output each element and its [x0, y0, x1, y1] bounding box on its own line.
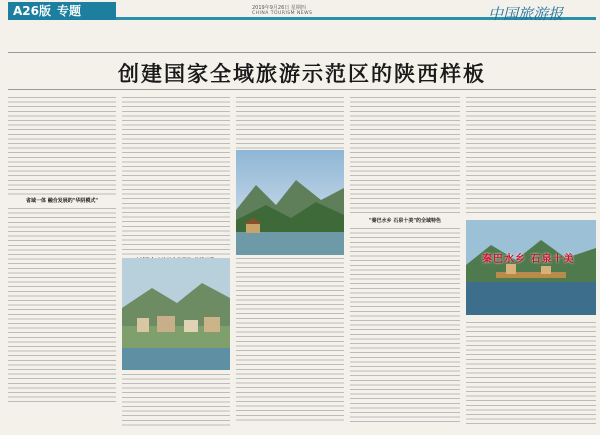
article-column-1: [8, 95, 116, 427]
headline-rule-top: [8, 52, 596, 53]
article-column-3: [236, 95, 344, 427]
body-text-block: [236, 353, 344, 423]
body-text-block: [122, 95, 230, 255]
photo-qinba: [466, 220, 596, 315]
body-text-block: [466, 95, 596, 215]
paper-english-name: CHINA TOURISM NEWS: [252, 11, 313, 16]
article-column-5-bottom: [466, 320, 596, 427]
photo-overlay-title: 秦巴水乡 石泉十美: [482, 254, 575, 265]
landscape-photo-image: [236, 150, 344, 255]
body-text-block: [466, 320, 596, 427]
headline: 创建国家全域旅游示范区的陕西样板: [118, 61, 486, 86]
body-text-block: [350, 226, 460, 426]
article-column-4: [350, 95, 460, 427]
issue-date: 2019年9月26日 星期四: [252, 5, 306, 11]
article-column-5-top: [466, 95, 596, 215]
subheading-1: 省域一体 融合发展的"华阴模式": [26, 198, 98, 204]
headline-rule-bottom: [8, 89, 596, 90]
qinba-photo-image: [466, 220, 596, 315]
subheading-3: "秦巴水乡 石泉十美"的全域特色: [369, 218, 441, 224]
town-photo-image: [122, 258, 230, 370]
photo-town: [122, 258, 230, 370]
paper-logo: 中国旅游报: [488, 5, 564, 23]
section-tag: [8, 2, 116, 20]
body-text-block: [350, 95, 460, 215]
photo-landscape: [236, 150, 344, 255]
body-text-block: [8, 206, 116, 406]
body-text-block: [8, 95, 116, 195]
section-name: 专题: [57, 4, 82, 18]
section-number: A26版: [13, 4, 51, 18]
